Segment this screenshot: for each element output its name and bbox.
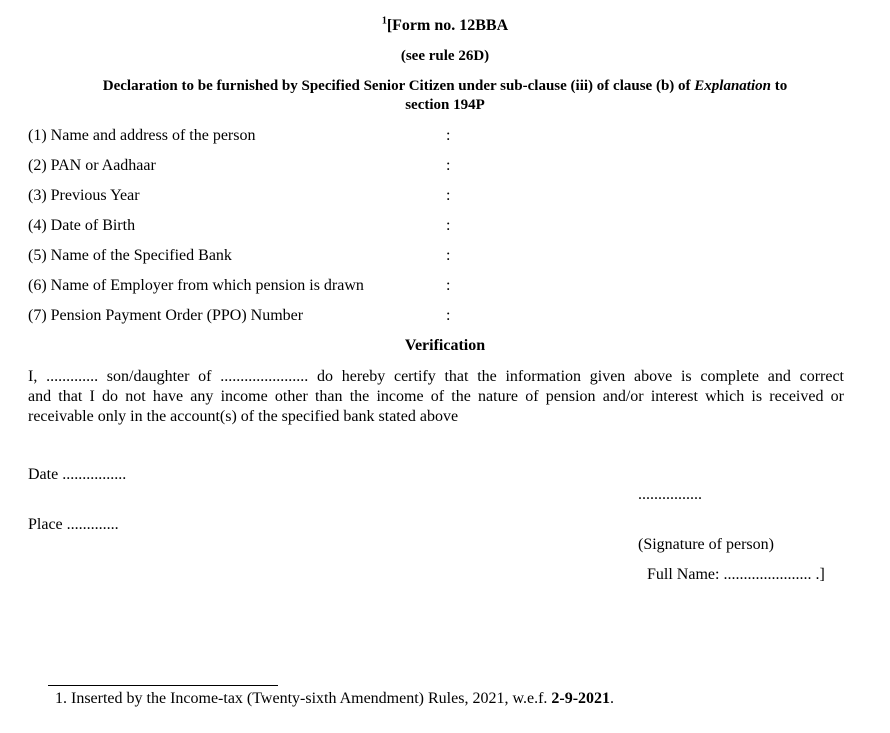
field-employer-label: (6) Name of Employer from which pension is drawn <box>28 277 364 294</box>
field-pan-aadhaar-separator: : <box>446 157 451 174</box>
rule-reference: (see rule 26D) <box>400 48 490 64</box>
footnote-text: 1. Inserted by the Income-tax (Twenty-sixth Amendment) Rules, 2021, w.e.f. <box>55 690 552 707</box>
form-title-italic: Explanation <box>694 78 771 94</box>
field-date-of-birth-label: (4) Date of Birth <box>28 217 136 234</box>
field-name-address-label: (1) Name and address of the person <box>28 127 256 144</box>
field-specified-bank-separator: : <box>446 247 451 264</box>
footnote <box>55 690 614 708</box>
field-ppo-number-separator: : <box>446 307 451 324</box>
footnote-end: . <box>610 690 615 707</box>
field-name-address-separator: : <box>446 127 451 144</box>
verification-line-1: I, ............. son/daughter of ...................... do hereby certify that the information given above is complete and correct <box>28 368 844 385</box>
form-title-line2: section 194P <box>405 97 485 113</box>
signature-dots: ................ <box>638 486 702 503</box>
form-title-part1: Declaration to be furnished by Specified Senior Citizen under sub-clause (iii) of clause (b) of <box>102 78 695 94</box>
field-pan-aadhaar-label: (2) PAN or Aadhaar <box>28 157 156 174</box>
form-number: [Form no. 12BBA <box>386 17 509 34</box>
field-previous-year-label: (3) Previous Year <box>28 187 140 204</box>
field-date-of-birth-separator: : <box>446 217 451 234</box>
full-name-line: Full Name: ...................... .] <box>647 566 825 583</box>
field-employer-separator: : <box>446 277 451 294</box>
verification-line-2: and that I do not have any income other than the income of the nature of pension and/or interest which is received or <box>28 388 844 405</box>
field-specified-bank-label: (5) Name of the Specified Bank <box>28 247 232 264</box>
verification-line-3: receivable only in the account(s) of the specified bank stated above <box>28 408 459 425</box>
signature-caption: (Signature of person) <box>638 536 774 553</box>
footnote-marker: 1 <box>381 15 387 27</box>
form-title <box>0 78 890 95</box>
form-number-heading <box>0 17 890 35</box>
footnote-effective-date: 2-9-2021 <box>551 690 611 707</box>
date-line: Date ................ <box>28 466 127 483</box>
footnote-divider <box>48 685 278 686</box>
form-title-part2: to <box>770 78 788 94</box>
field-previous-year-separator: : <box>446 187 451 204</box>
place-line: Place ............. <box>28 516 119 533</box>
field-ppo-number-label: (7) Pension Payment Order (PPO) Number <box>28 307 304 324</box>
verification-heading: Verification <box>404 337 486 354</box>
